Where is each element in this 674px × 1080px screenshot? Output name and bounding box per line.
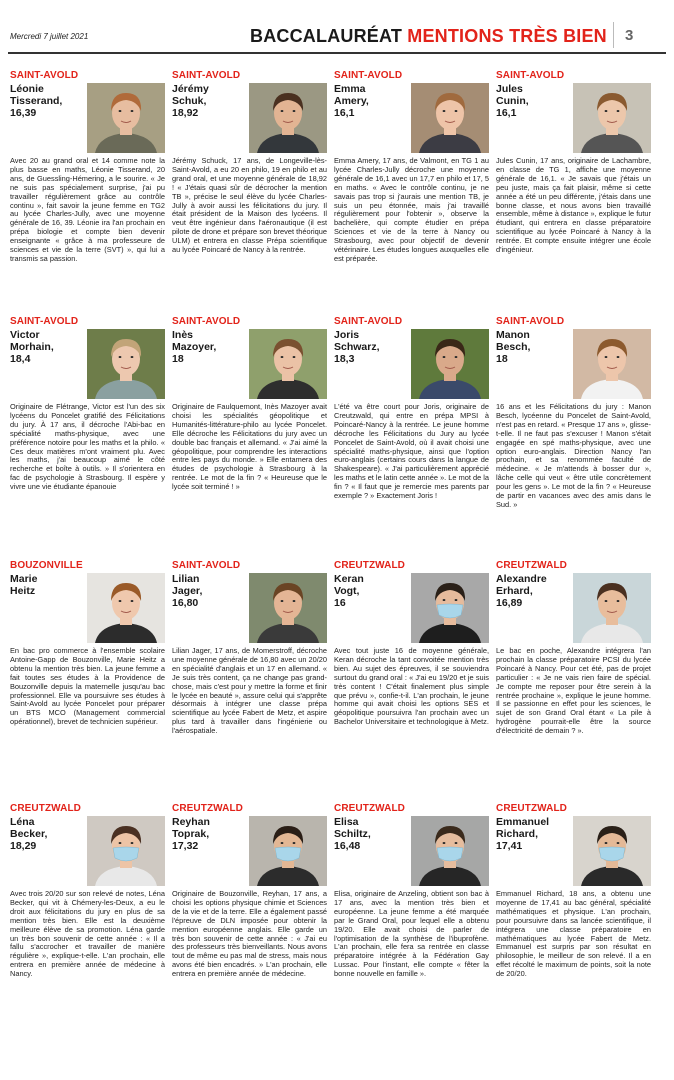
name-line: Mazoyer, bbox=[172, 341, 217, 353]
student-name bbox=[334, 329, 408, 365]
student-photo bbox=[411, 816, 489, 886]
student-photo bbox=[411, 329, 489, 399]
portrait-photo-icon bbox=[249, 816, 327, 886]
article-body: Avec tout juste 16 de moyenne générale, Keran décroche la tant convoitée mention très bien. Au sujet des épreuves, il se souviendra surtout du grand oral : « J'ai eu 19/20 et je suis très content ! C'était finalement plus simple que prévu », confie-t-il. L'an prochain, le jeune homme qui avait choisi les options SES et géopolitique poursuivra l'an prochain avec un Bachelor Universitaire et technologique à Metz. bbox=[334, 646, 489, 727]
portrait-photo-icon bbox=[573, 329, 651, 399]
name-line: Jager, bbox=[172, 585, 203, 597]
article-body: Avec 20 au grand oral et 14 comme note la plus basse en maths, Léonie Tisserand, 20 ans, de Guessling-Hémering, a le sourire. « Je ne suis pas spécialement surprise, j'ai pu travailler régulièrement grâce au contrôle continu », fait savoir la jeune femme en TG2 au lycée Charles-Jully, avec une moyenne générale de 16, 39. Léonie ira l'an prochain en prépa biologie et compte bien devenir enseignante « grâce à ma professeure de sciences et vie de la terre (SVT) », qui lui a transmis sa passion. bbox=[10, 156, 165, 263]
portrait-photo-icon bbox=[411, 83, 489, 153]
name-line: Tisserand, bbox=[10, 95, 63, 107]
article-body: Originaire de Flétrange, Victor est l'un des six lycéens du Poncelet gratifié des Félicitations du jury. À 17 ans, il décroche l'Abi-bac en spécialité maths-physique, avec une préférence notoire pour les maths et la philo. « Ces deux matières m'ont vraiment plu. Avec les maths, j'ai beaucoup aimé le côté recherche et boîte à outils. » Il s'orientera en fac de psychologie à Strasbourg. Il espère y vivre une vie étudiante épanouie bbox=[10, 402, 165, 492]
student-photo bbox=[87, 329, 165, 399]
portrait-photo-icon bbox=[411, 816, 489, 886]
student-name bbox=[172, 816, 246, 852]
name-line: 16 bbox=[334, 597, 346, 609]
article-city: CREUTZWALD bbox=[496, 803, 567, 814]
name-line: Keran bbox=[334, 573, 364, 585]
section-title-main: BACCALAURÉAT bbox=[250, 26, 403, 46]
article-13 bbox=[172, 803, 327, 979]
portrait-photo-icon bbox=[411, 329, 489, 399]
name-line: Erhard, bbox=[496, 585, 533, 597]
student-name bbox=[10, 83, 84, 119]
article-city: CREUTZWALD bbox=[496, 560, 567, 571]
name-line: 18 bbox=[496, 353, 508, 365]
student-photo bbox=[573, 329, 651, 399]
portrait-photo-icon bbox=[411, 573, 489, 643]
student-name bbox=[10, 573, 84, 597]
article-10 bbox=[334, 560, 489, 727]
student-photo bbox=[87, 573, 165, 643]
student-name bbox=[496, 329, 570, 365]
article-city: SAINT-AVOLD bbox=[334, 70, 403, 81]
article-6 bbox=[334, 316, 489, 501]
name-line: 17,41 bbox=[496, 840, 523, 852]
portrait-photo-icon bbox=[87, 573, 165, 643]
article-city: BOUZONVILLE bbox=[10, 560, 83, 571]
portrait-photo-icon bbox=[249, 329, 327, 399]
student-photo bbox=[573, 573, 651, 643]
article-head bbox=[10, 573, 165, 645]
article-5 bbox=[172, 316, 327, 492]
article-9 bbox=[172, 560, 327, 736]
page-header bbox=[0, 0, 674, 52]
name-line: 18,29 bbox=[10, 840, 37, 852]
student-name bbox=[172, 329, 246, 365]
student-name bbox=[10, 816, 84, 852]
name-line: 18 bbox=[172, 353, 184, 365]
name-line: Heitz bbox=[10, 585, 36, 597]
article-14 bbox=[334, 803, 489, 979]
portrait-photo-icon bbox=[573, 816, 651, 886]
student-photo bbox=[87, 83, 165, 153]
article-city: CREUTZWALD bbox=[334, 803, 405, 814]
article-city: CREUTZWALD bbox=[334, 560, 405, 571]
name-line: 16,89 bbox=[496, 597, 523, 609]
name-line: Schwarz, bbox=[334, 341, 380, 353]
student-photo bbox=[573, 83, 651, 153]
portrait-photo-icon bbox=[87, 329, 165, 399]
name-line: Léonie bbox=[10, 83, 44, 95]
portrait-photo-icon bbox=[573, 573, 651, 643]
name-line: Richard, bbox=[496, 828, 539, 840]
portrait-photo-icon bbox=[573, 83, 651, 153]
article-head bbox=[10, 83, 165, 155]
student-name bbox=[334, 83, 408, 119]
student-photo bbox=[411, 83, 489, 153]
article-0 bbox=[10, 70, 165, 264]
student-photo bbox=[87, 816, 165, 886]
name-line: Morhain, bbox=[10, 341, 54, 353]
article-body: Emmanuel Richard, 18 ans, a obtenu une moyenne de 17,41 au bac général, spécialité mathématiques et physique. L'an prochain, pour poursuivre dans sa lancée scientifique, il intégrera une classe préparatoire en mathématiques au lycée Fabert de Metz. Emmanuel est surpris par son résultat en philosophie, le meilleur de son relevé. Il a en effet récolté le maximum de points, soit la note de 20/20. bbox=[496, 889, 651, 979]
name-line: Amery, bbox=[334, 95, 369, 107]
article-head bbox=[172, 573, 327, 645]
article-head bbox=[334, 83, 489, 155]
name-line: Joris bbox=[334, 329, 360, 341]
article-body: Avec trois 20/20 sur son relevé de notes, Léna Becker, qui vit à Chémery-les-Deux, a eu le droit aux félicitations du jury en plus de sa mention très bien. Elle est la deuxième meilleure élève de sa promotion. Léna garde un très bon souvenir de cette année : « Il a fallu s'accrocher et travailler de manière régulière », explique-t-elle. L'an prochain, elle entrera en première année de médecine à Nancy. bbox=[10, 889, 165, 979]
student-photo bbox=[249, 816, 327, 886]
article-7 bbox=[496, 316, 651, 510]
student-name bbox=[172, 83, 246, 119]
portrait-photo-icon bbox=[87, 83, 165, 153]
portrait-photo-icon bbox=[87, 816, 165, 886]
name-line: 18,3 bbox=[334, 353, 355, 365]
article-city: CREUTZWALD bbox=[172, 803, 243, 814]
name-line: 17,32 bbox=[172, 840, 199, 852]
name-line: Vogt, bbox=[334, 585, 360, 597]
article-head bbox=[172, 816, 327, 888]
publication-date: Mercredi 7 juillet 2021 bbox=[10, 32, 89, 41]
article-8 bbox=[10, 560, 165, 727]
article-body: Originaire de Bouzonville, Reyhan, 17 ans, a choisi les options physique chimie et Sciences de la vie et de la terre. Elle a également passé l'épreuve de DLN imposée pour obtenir la mention européenne anglais. Elle garde un très bon souvenir de cette année : « J'ai eu des professeurs très bienveillants. Nous avons tout de même eu pas mal de stress, mais nous avons été bien encadrés. » L'an prochain, elle entrera en première année de médecine. bbox=[172, 889, 327, 979]
article-head bbox=[334, 573, 489, 645]
article-city: SAINT-AVOLD bbox=[172, 70, 241, 81]
section-title bbox=[250, 26, 607, 47]
student-name bbox=[496, 573, 570, 609]
page-number: 3 bbox=[625, 27, 634, 44]
article-city: SAINT-AVOLD bbox=[10, 316, 79, 327]
article-body: En bac pro commerce à l'ensemble scolaire Antoine-Gapp de Bouzonville, Marie Heitz a obtenu la mention très bien. La jeune femme a fait toutes ses études à la Providence de Bouzonville depuis la maternelle jusqu'au bac professionnel. Elle va poursuivre ses études à Saint-Avold au lycée Poncelet pour préparer un BTS MCO (Management commercial opérationnel), brevet de technicien supérieur. bbox=[10, 646, 165, 727]
name-line: 16,80 bbox=[172, 597, 199, 609]
header-rule bbox=[8, 52, 666, 54]
article-1 bbox=[172, 70, 327, 255]
article-city: SAINT-AVOLD bbox=[496, 316, 565, 327]
article-12 bbox=[10, 803, 165, 979]
article-head bbox=[10, 329, 165, 401]
article-head bbox=[172, 329, 327, 401]
article-11 bbox=[496, 560, 651, 736]
article-head bbox=[496, 329, 651, 401]
article-head bbox=[172, 83, 327, 155]
student-name bbox=[496, 83, 570, 119]
article-body: 16 ans et les Félicitations du jury : Manon Besch, lycéenne du Poncelet de Saint-Avold, n'est pas en retard. « Presque 17 ans », glisse-t-elle. Il ne faut pas s'excuser ! Manon s'était engagée en spé maths-physique, avec une option euro-anglais. Direction Nancy l'an prochain, et sa renommée faculté de médecine. « Je m'attends à bosser dur », lâche celle qui veut « être utile concrètement pour les gens ». Le mot de la fin ? « Heureuse de partir en vacances avec des amis dans le Sud. » bbox=[496, 402, 651, 509]
name-line: Schuk, bbox=[172, 95, 207, 107]
header-separator bbox=[613, 22, 614, 48]
name-line: Manon bbox=[496, 329, 530, 341]
article-body: Originaire de Faulquemont, Inès Mazoyer avait choisi les spécialités géopolitique et Humanités-littérature-philo au lycée Poncelet. Elle décroche les Félicitations du jury avec un double bac français et allemand. « J'ai aimé la géopolitique, pour comprendre les interactions entre les pays du monde. » Elle entamera des études de psychologie à Strasbourg à la rentrée. Le mot de la fin ? « Heureuse que le lycée soit terminé ! » bbox=[172, 402, 327, 492]
student-name bbox=[172, 573, 246, 609]
name-line: Victor bbox=[10, 329, 40, 341]
article-body: Le bac en poche, Alexandre intégrera l'an prochain la classe préparatoire PCSI du lycée Poincaré à Nancy. Pour cet été, pas de projet particulier : « Je ne vais rien faire de spécial. Je compte me reposer pour être serein à la rentrée prochaine », explique le jeune homme. Il se passionne en effet pour les sciences, le sujet de son Grand Oral étant « La pile à hydrogène pourrait-elle être la source d'électricité de demain ? ». bbox=[496, 646, 651, 736]
article-city: CREUTZWALD bbox=[10, 803, 81, 814]
name-line: 16,1 bbox=[496, 107, 517, 119]
name-line: 16,48 bbox=[334, 840, 361, 852]
article-15 bbox=[496, 803, 651, 979]
name-line: Marie bbox=[10, 573, 38, 585]
article-2 bbox=[334, 70, 489, 264]
name-line: Léna bbox=[10, 816, 35, 828]
student-name bbox=[10, 329, 84, 365]
student-name bbox=[334, 573, 408, 609]
name-line: Becker, bbox=[10, 828, 48, 840]
name-line: Toprak, bbox=[172, 828, 210, 840]
name-line: Schiltz, bbox=[334, 828, 371, 840]
article-head bbox=[10, 816, 165, 888]
name-line: 16,39 bbox=[10, 107, 37, 119]
student-name bbox=[496, 816, 570, 852]
article-head bbox=[496, 816, 651, 888]
article-3 bbox=[496, 70, 651, 255]
name-line: Elisa bbox=[334, 816, 359, 828]
student-photo bbox=[573, 816, 651, 886]
student-photo bbox=[249, 329, 327, 399]
portrait-photo-icon bbox=[249, 83, 327, 153]
article-city: SAINT-AVOLD bbox=[172, 560, 241, 571]
article-head bbox=[334, 329, 489, 401]
name-line: 18,4 bbox=[10, 353, 31, 365]
article-body: Jérémy Schuck, 17 ans, de Longeville-lès-Saint-Avold, a eu 20 en philo, 19 en philo et au grand oral, et une moyenne générale de 18,92 ! « J'étais quasi sûr de décrocher la mention TB », précise le seul élève du lycée Charles-Jully à avoir aussi les félicitations du jury. Il était président de la Maison des lycéens. Il veut être ingénieur dans l'aéronautique (il est pilote de drone et prépare son brevet théorique ULM) et entrera en classe Prépa scientifique au lycée Poincaré de Nancy à la rentrée. bbox=[172, 156, 327, 255]
name-line: Alexandre bbox=[496, 573, 547, 585]
name-line: Emmanuel bbox=[496, 816, 550, 828]
name-line: Cunin, bbox=[496, 95, 529, 107]
portrait-photo-icon bbox=[249, 573, 327, 643]
name-line: 16,1 bbox=[334, 107, 355, 119]
article-body: Emma Amery, 17 ans, de Valmont, en TG 1 au lycée Charles-Jully décroche une moyenne générale de 16,1 avec un 17,7 en philo et 17, 5 en maths. « Avec le contrôle continu, je ne savais pas trop si j'aurais une mention TB, je suis un peu étonnée, mais j'ai travaillé régulièrement pour l'obtenir », observe la bachelière, qui compte étudier en prépa Sciences et vie de la terre à Nancy ou Strasbourg, avec pour objectif de devenir vétérinaire. Les études longues auxquelles elle est préparée. bbox=[334, 156, 489, 263]
name-line: Lilian bbox=[172, 573, 200, 585]
article-body: Lilian Jager, 17 ans, de Momerstroff, décroche une moyenne générale de 16,80 avec un 20/20 en spécialité d'anglais et un 17 en allemand. « Je suis très content, ça ne change pas grand-chose, mais c'est pour y mettre la forme et finir le lycée en beauté », assure celui qui s'apprête désormais à intégrer une classe prépa scientifique au lycée Fabert de Metz, et aspire plus tard à travailler dans l'ingénierie ou l'aérospatiale. bbox=[172, 646, 327, 736]
student-photo bbox=[249, 83, 327, 153]
article-city: SAINT-AVOLD bbox=[334, 316, 403, 327]
article-head bbox=[496, 573, 651, 645]
section-title-accent: MENTIONS TRÈS BIEN bbox=[407, 26, 607, 46]
article-city: SAINT-AVOLD bbox=[496, 70, 565, 81]
student-name bbox=[334, 816, 408, 852]
article-head bbox=[334, 816, 489, 888]
article-city: SAINT-AVOLD bbox=[10, 70, 79, 81]
student-photo bbox=[411, 573, 489, 643]
student-photo bbox=[249, 573, 327, 643]
name-line: Emma bbox=[334, 83, 366, 95]
name-line: Reyhan bbox=[172, 816, 210, 828]
article-body: Jules Cunin, 17 ans, originaire de Lachambre, en classe de TG 1, affiche une moyenne générale de 16,1. « Je savais que j'étais un peu juste, mais ça fait plaisir, même si cette année a été un peu différente, j'étais dans une bonne classe, et nous avons bien travaillé ensemble, même à distance », explique le futur étudiant, qui entrera en classe préparatoire scientifique au lycée Poincaré à Nancy à la rentrée. Et compte ensuite intégrer une école d'ingénieur. bbox=[496, 156, 651, 255]
name-line: Jules bbox=[496, 83, 523, 95]
article-city: SAINT-AVOLD bbox=[172, 316, 241, 327]
article-4 bbox=[10, 316, 165, 492]
name-line: Besch, bbox=[496, 341, 531, 353]
article-body: Elisa, originaire de Anzeling, obtient son bac à 17 ans, avec la mention très bien et européenne. La jeune femme a été marquée par le Grand Oral, pour lequel elle a obtenu 19/20. Elle avait choisi de parler de l'optimisation de la synthèse de l'ibuprofène. L'an prochain, elle fera sa rentrée en classe préparatoire intégrée à la Fédération Gay Lussac. Pour l'instant, elle compte « fêter la bonne nouvelle en famille ». bbox=[334, 889, 489, 979]
name-line: Jérémy bbox=[172, 83, 209, 95]
name-line: Inès bbox=[172, 329, 194, 341]
article-body: L'été va être court pour Joris, originaire de Creutzwald, qui entre en prépa MPSI à Poincaré-Nancy à la rentrée. Le jeune homme décroche les Félicitations du Jury au lycée Poncelet de Saint-Avold, où il avait choisi une spécialité maths-physique, ainsi que l'option euro-anglais (certains cours dans la langue de Shakespeare). « J'ai particulièrement apprécié les maths et le latin cette année ». Le mot de la fin ? « Il faut que je remercie mes parents par exemple ? » Exactement Joris ! bbox=[334, 402, 489, 501]
name-line: 18,92 bbox=[172, 107, 199, 119]
article-head bbox=[496, 83, 651, 155]
